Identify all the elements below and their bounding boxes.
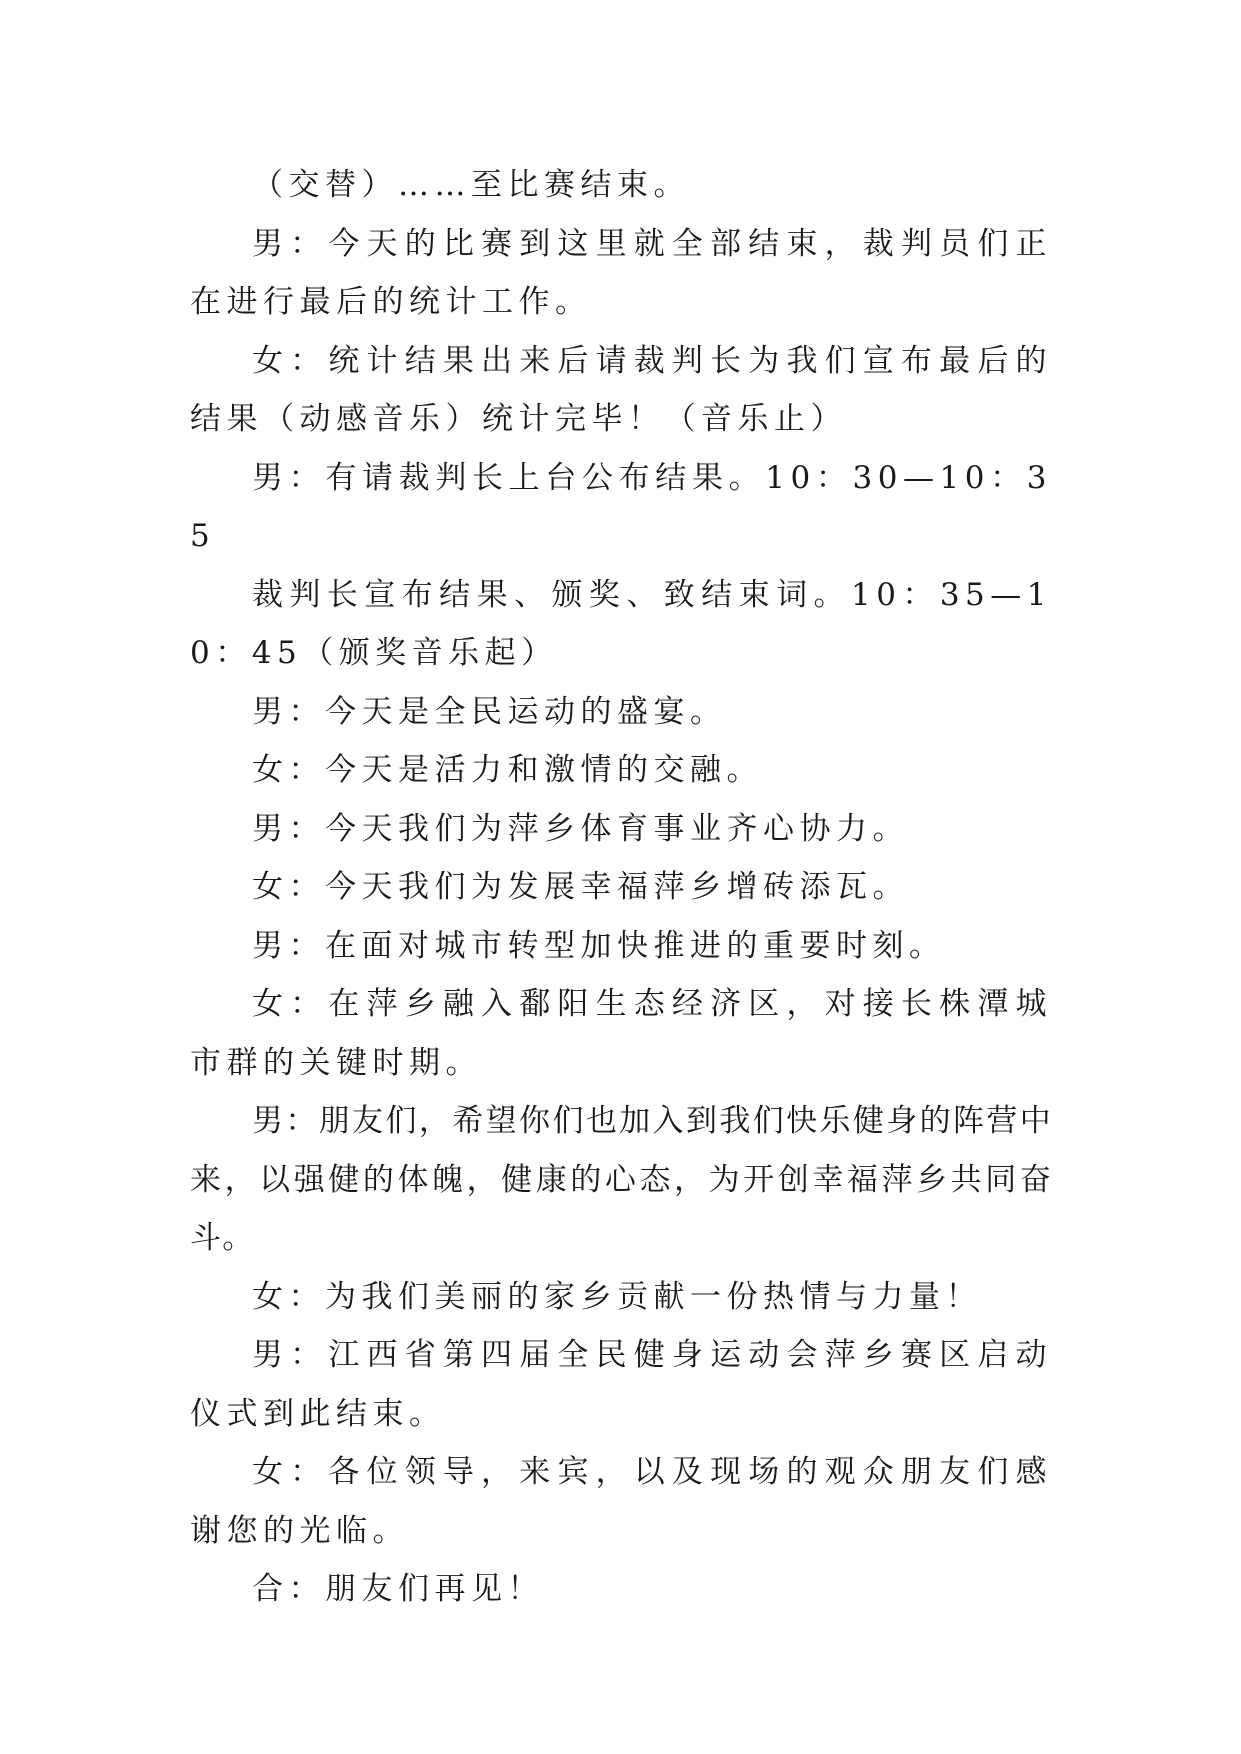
paragraph-15: 女：各位领导，来宾，以及现场的观众朋友们感谢您的光临。 [190, 1454, 1052, 1549]
paragraph-2: 男：今天的比赛到这里就全部结束，裁判员们正在进行最后的统计工作。 [190, 225, 1052, 320]
paragraph-16: 合：朋友们再见！ [252, 1571, 544, 1607]
paragraph-6: 男：今天是全民运动的盛宴。 [252, 693, 727, 730]
paragraph-7: 女：今天是活力和激情的交融。 [252, 752, 763, 788]
paragraph-5: 裁判长宣布结果、颁奖、致结束词。10：35—10：45（颁奖音乐起） [190, 576, 1052, 671]
paragraph-9: 女：今天我们为发展幸福萍乡增砖添瓦。 [252, 869, 909, 905]
document-body [190, 156, 1052, 1619]
paragraph-3: 女：统计结果出来后请裁判长为我们宣布最后的结果（动感音乐）统计完毕！（音乐止） [190, 342, 1052, 437]
paragraph-4: 男：有请裁判长上台公布结果。10：30—10：35 [190, 459, 1052, 554]
paragraph-1: （交替）……至比赛结束。 [252, 167, 690, 203]
paragraph-13: 女：为我们美丽的家乡贡献一份热情与力量！ [252, 1278, 982, 1315]
paragraph-10: 男：在面对城市转型加快推进的重要时刻。 [252, 927, 946, 964]
paragraph-14: 男：江西省第四届全民健身运动会萍乡赛区启动仪式到此结束。 [190, 1337, 1052, 1432]
paragraph-11: 女：在萍乡融入鄱阳生态经济区，对接长株潭城市群的关键时期。 [190, 986, 1052, 1081]
paragraph-8: 男：今天我们为萍乡体育事业齐心协力。 [252, 810, 909, 847]
paragraph-12: 男：朋友们，希望你们也加入到我们快乐健身的阵营中来，以强健的体魄，健康的心态，为开创幸福萍乡共同奋斗。 [190, 1103, 1052, 1256]
